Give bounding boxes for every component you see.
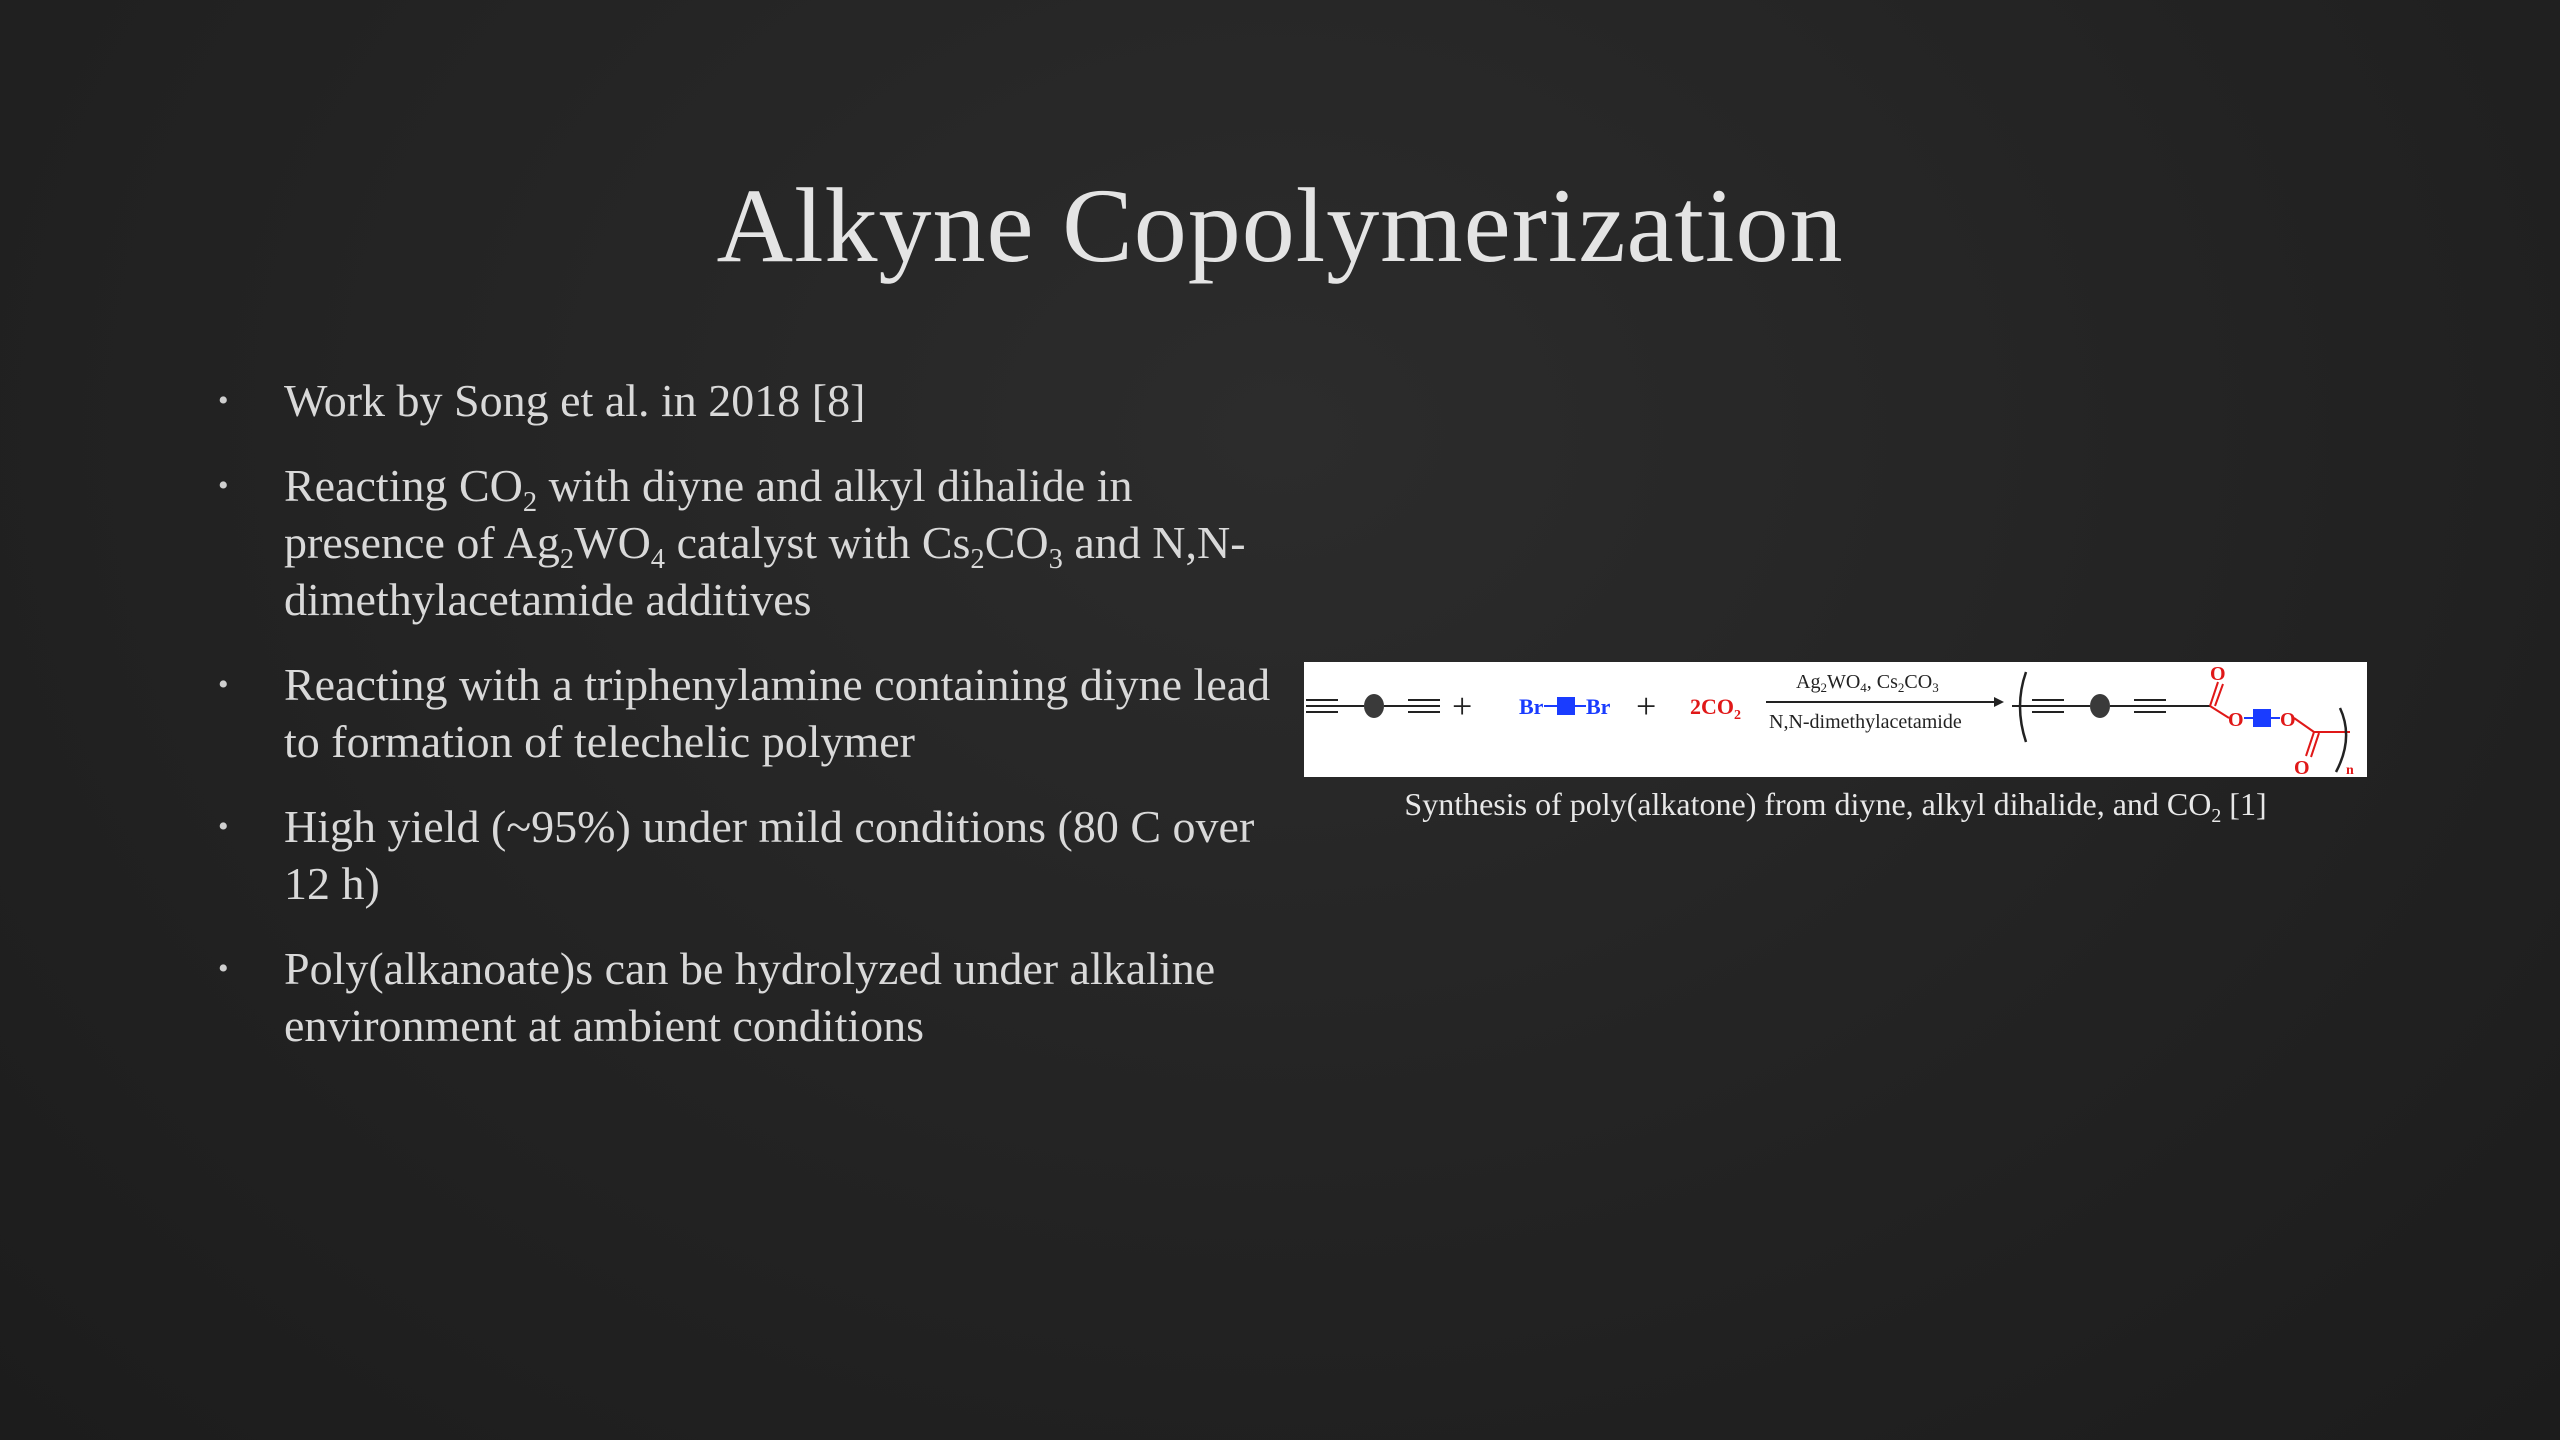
linker-unit [2244,710,2280,726]
bullet-dot-icon: • [218,469,229,502]
bullet-list [212,372,1272,1082]
ester-linkage [2294,718,2350,757]
bullet-text: Poly(alkanoate)s can be hydrolyzed under alkaline environment at ambient conditions [284,943,1216,1051]
reagent-bottom: N,N-dimethylacetamide [1769,711,1962,733]
bullet-item [212,940,1272,1054]
bromine-label: Br [1519,694,1544,719]
bullet-dot-icon: • [218,952,229,985]
bullet-dot-icon: • [218,810,229,843]
core-sphere-icon [1364,694,1384,718]
reaction-scheme-figure [1304,662,2367,777]
reagent-top: $Ag_2WO_4$, $Cs_2CO_3$ [1796,671,1939,695]
bullet-item [212,372,1272,429]
oxygen-label: O [2294,757,2310,777]
plus-sign: + [1636,686,1657,726]
bullet-text: Reacting with a triphenylamine containing diyne lead to formation of telechelic polymer [284,659,1271,767]
ester-linkage [2210,682,2229,718]
bullet-item [212,457,1272,628]
repeat-unit-n: n [2346,763,2354,777]
bullet-text: High yield (~95%) under mild conditions (80 C over 12 h) [284,801,1255,909]
dihalide-linker [1544,698,1586,714]
right-bracket-icon [2336,708,2346,772]
core-sphere-icon [2090,694,2110,718]
bullet-text: Work by Song et al. in 2018 [8] [284,375,866,426]
plus-sign: + [1452,686,1473,726]
bullet-text: Reacting $CO_2$ with diyne and alkyl dihalide in presence of $Ag_2WO_4$ catalyst with $Cs_2CO_3$ and N,N-dimethylacetamide additives [284,460,1246,625]
oxygen-label: O [2228,709,2244,731]
slide-title: Alkyne Copolymerization [716,167,1844,284]
co2-reagent: $2CO_2$ [1690,694,1741,723]
bullet-item [212,656,1272,770]
bullet-item [212,798,1272,912]
bullet-dot-icon: • [218,668,229,701]
reaction-arrow-icon [1766,697,2004,707]
figure-caption: Synthesis of poly(alkatone) from diyne, alkyl dihalide, and $CO_2$ [1] [1404,786,2267,827]
polymer-backbone [2012,700,2210,712]
oxygen-label: O [2210,663,2226,685]
bromine-label: Br [1586,694,1611,719]
reaction-scheme-svg [1304,662,2367,777]
oxygen-label: O [2280,709,2296,731]
bullet-dot-icon: • [218,384,229,417]
